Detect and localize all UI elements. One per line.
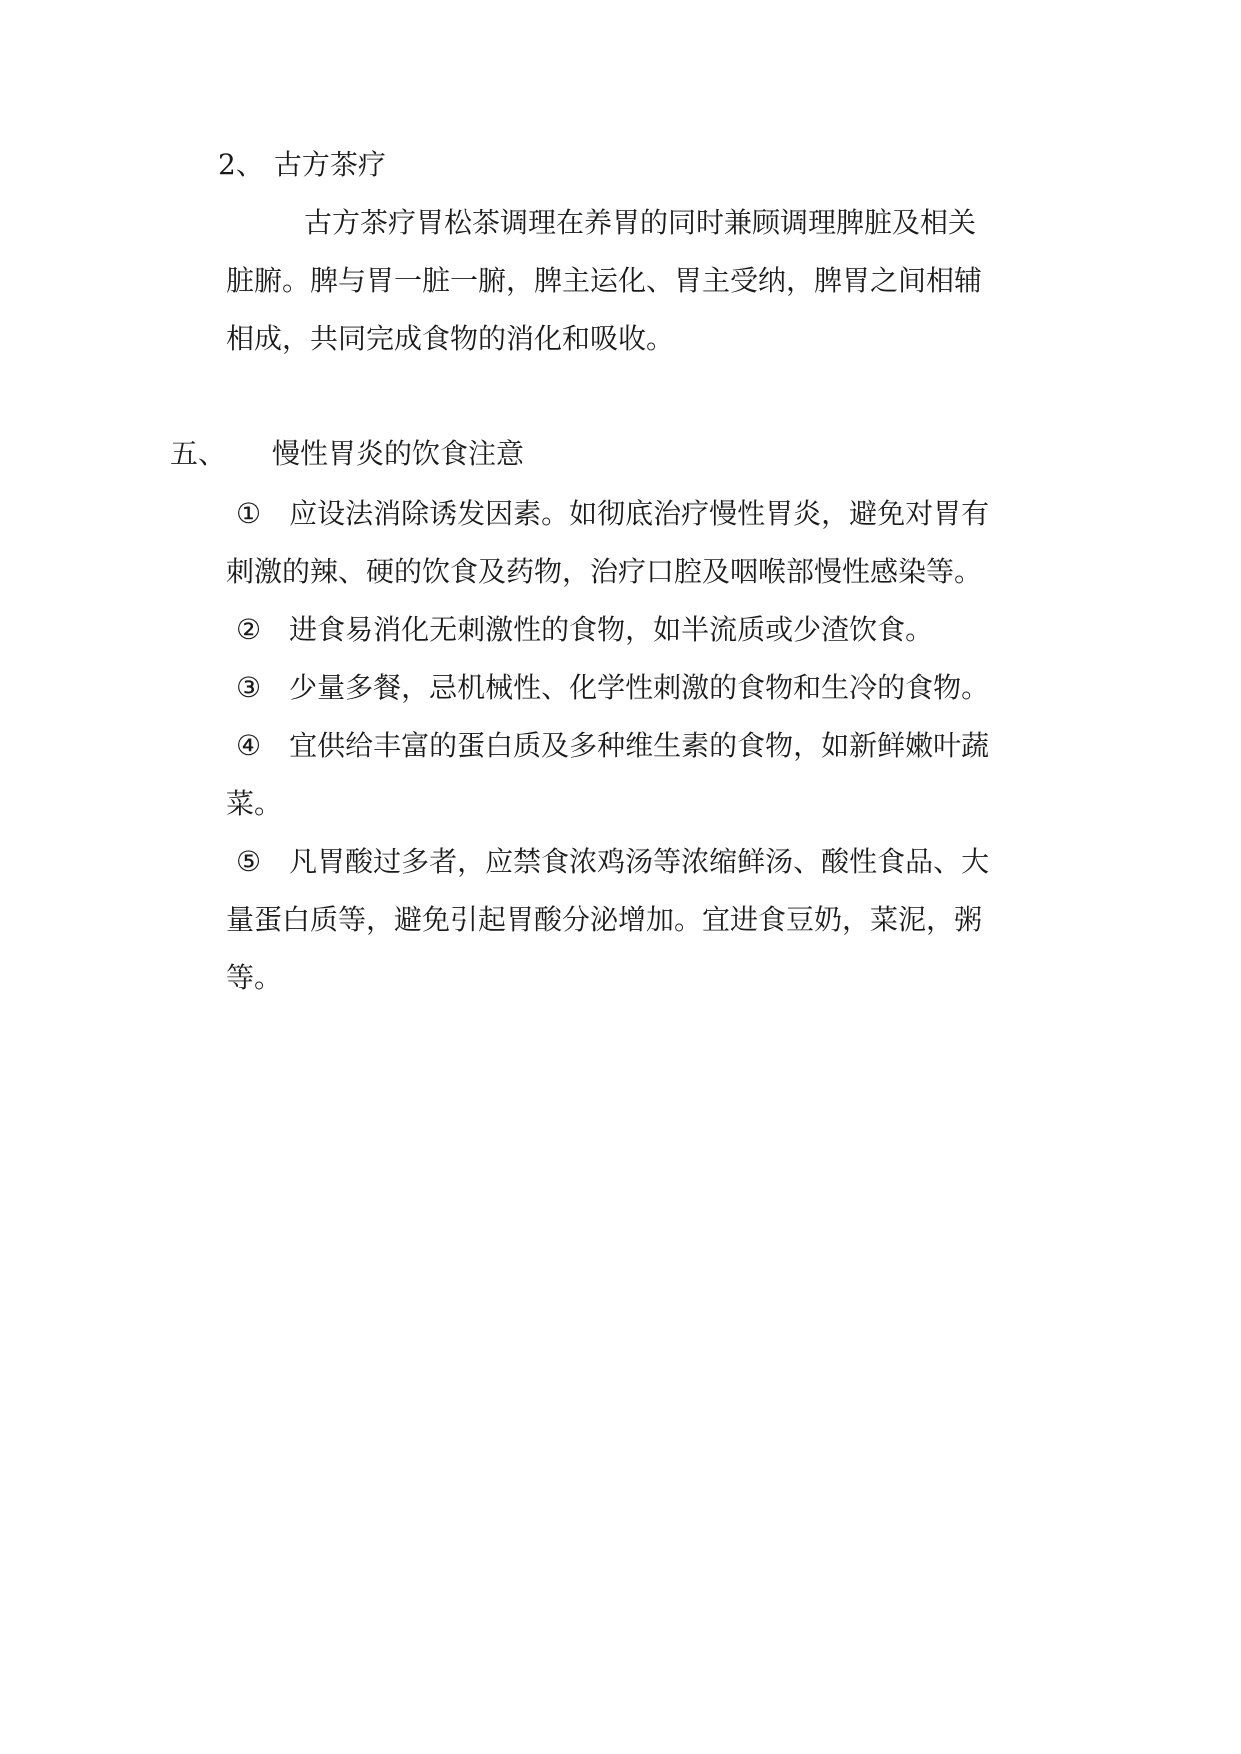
section-heading <box>170 434 524 474</box>
list-item-line <box>236 494 989 534</box>
list-item-line <box>236 842 989 882</box>
section-title: 慢性胃炎的饮食注意 <box>272 437 525 470</box>
item-marker: ② <box>236 613 262 646</box>
item-text: 进食易消化无刺激性的食物，如半流质或少渣饮食。 <box>289 613 934 646</box>
item-text: 少量多餐，忌机械性、化学性刺激的食物和生冷的食物。 <box>289 671 990 704</box>
subsection-heading <box>218 145 386 185</box>
list-item-line: 菜。 <box>226 787 283 820</box>
list-item-line: 量蛋白质等，避免引起胃酸分泌增加。宜进食豆奶，菜泥，粥 <box>226 903 983 936</box>
item-marker: ⑤ <box>236 845 262 878</box>
item-text: 凡胃酸过多者，应禁食浓鸡汤等浓缩鲜汤、酸性食品、大 <box>289 845 990 878</box>
paragraph-line: 古方茶疗胃松茶调理在养胃的同时兼顾调理脾脏及相关 <box>304 206 977 239</box>
list-item-line <box>236 726 989 766</box>
paragraph-line: 相成，共同完成食物的消化和吸收。 <box>226 322 675 355</box>
subsection-number: 2、 <box>218 148 264 181</box>
paragraph-line: 脏腑。脾与胃一脏一腑，脾主运化、胃主受纳，脾胃之间相辅 <box>226 264 983 297</box>
list-item-line <box>236 610 933 650</box>
section-number: 五、 <box>170 437 227 470</box>
item-marker: ③ <box>236 671 262 704</box>
item-text: 应设法消除诱发因素。如彻底治疗慢性胃炎，避免对胃有 <box>289 497 990 530</box>
subsection-title: 古方茶疗 <box>273 148 386 181</box>
item-marker: ① <box>236 497 262 530</box>
item-text: 宜供给丰富的蛋白质及多种维生素的食物，如新鲜嫩叶蔬 <box>289 729 990 762</box>
list-item-line: 刺激的辣、硬的饮食及药物，治疗口腔及咽喉部慢性感染等。 <box>226 555 983 588</box>
item-marker: ④ <box>236 729 262 762</box>
list-item-line <box>236 668 989 708</box>
list-item-line: 等。 <box>226 961 283 994</box>
